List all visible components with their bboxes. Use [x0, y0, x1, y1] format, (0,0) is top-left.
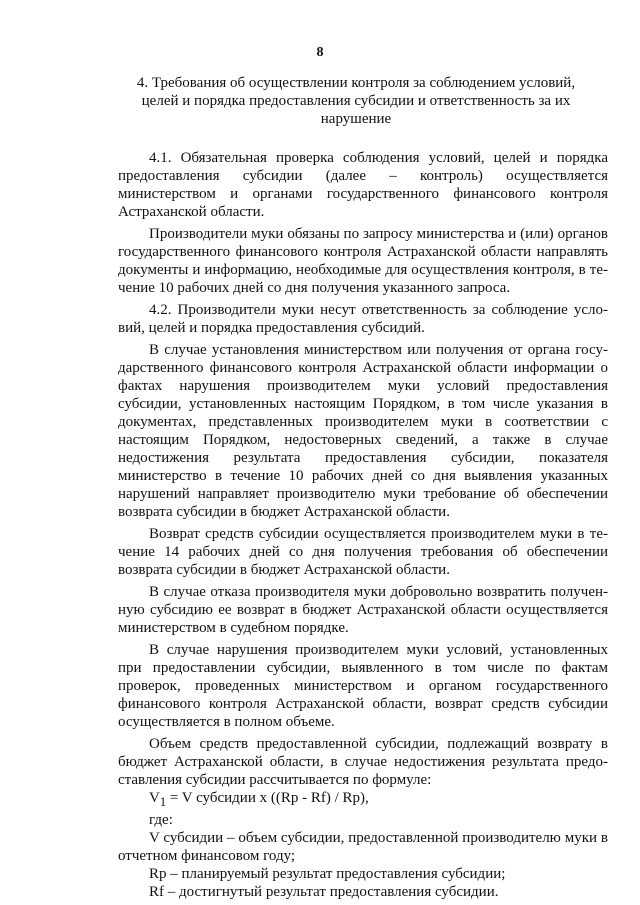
formula: [118, 789, 608, 811]
paragraph: Производители муки обязаны по запросу министерства и (или) органов государственного финансового контроля Астраханской области направлять документы и информацию, необходимые для осуществления контроля, в течение 10 рабочих дней со дня получения указанного запроса.: [118, 226, 608, 296]
paragraph: В случае установления министерством или получения от органа государственного финансового контроля Астраханской области информации о фактах нарушения производителем муки условий предоставления субсидии, установленных настоящим Порядком, в том числе указания в документах, представленных производителем муки в соответствии с настоящим Порядком, недостоверных сведений, а также в случае недостижения результата предоставления субсидии, показателя министерство в течение 10 рабочих дней со дня выявления указанных нарушений направляет производителю муки требование об обеспечении возврата субсидии в бюджет Астраханской области.: [118, 342, 608, 520]
definition: Rp – планируемый результат предоставления субсидии;: [149, 866, 506, 882]
paragraph: В случае отказа производителя муки добровольно возвратить полученную субсидию ее возврат в бюджет Астраханской области осуществляется министерством в судебном порядке.: [118, 584, 608, 636]
definition: V субсидии – объем субсидии, предоставленной производителю муки в отчетном финансовом году;: [118, 830, 608, 864]
paragraph: В случае нарушения производителем муки условий, установленных при предоставлении субсидии, выявленного в том числе по фактам проверок, проведенных министерством и органом государственного финансового контроля Астраханской области, возврат средств субсидии осуществляется в полном объеме.: [118, 642, 608, 730]
paragraph: Объем средств предоставленной субсидии, подлежащий возврату в бюджет Астраханской области, в случае недостижения результата предоставления субсидии рассчитывается по формуле:: [118, 736, 608, 788]
section-heading-line: 4. Требования об осуществлении контроля за соблюдением условий,: [136, 75, 576, 91]
section-heading-line: нарушение: [320, 111, 392, 127]
formula-subscript: 1: [159, 795, 167, 809]
section-heading-line: целей и порядка предоставления субсидии и ответственность за их: [141, 93, 571, 109]
formula-rhs: = V субсидии x ((Rp - Rf) / Rp),: [166, 790, 369, 806]
section-heading: [128, 74, 584, 128]
paragraph-4-2: 4.2. Производители муки несут ответственность за соблюдение условий, целей и порядка предоставления субсидий.: [118, 302, 608, 336]
paragraph-4-1: 4.1. Обязательная проверка соблюдения условий, целей и порядка предоставления субсидии (далее – контроль) осуществляется министерством и органами государственного финансового контроля Астраханской области.: [118, 150, 608, 220]
definition: Rf – достигнутый результат предоставления субсидии.: [149, 884, 499, 900]
where-label: где:: [149, 812, 173, 828]
formula-lhs: V: [149, 790, 160, 806]
page-number: 8: [316, 45, 324, 60]
paragraph: Возврат средств субсидии осуществляется производителем муки в течение 14 рабочих дней со дня получения требования об обеспечении возврата субсидии в бюджет Астраханской области.: [118, 526, 608, 578]
body-text: [118, 149, 608, 901]
